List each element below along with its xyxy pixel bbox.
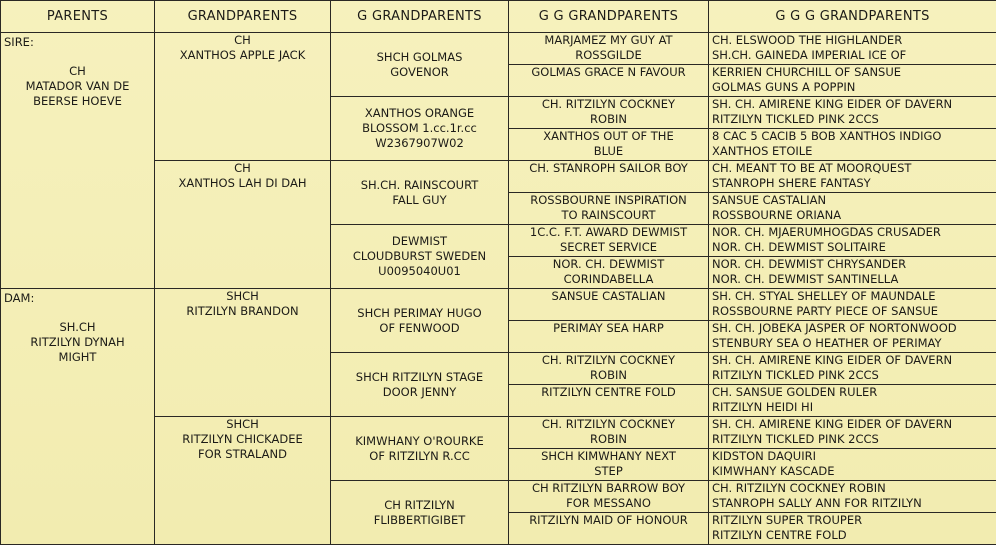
name-line: PERIMAY SEA HARP [553,321,664,335]
name-line: ROSSBOURNE PARTY PIECE OF SANSUE [712,304,939,318]
gg-grandparent-cell [509,385,709,417]
header-g-grandparents: G GRANDPARENTS [331,1,509,33]
name-line: SH.CH. RAINSCOURT [360,177,479,192]
name-line: GOLMAS GRACE N FAVOUR [531,65,686,79]
name-line: CH. STANROPH SAILOR BOY [529,161,688,175]
name-line: SH. CH. JOBEKA JASPER OF NORTONWOOD [712,321,957,335]
name-line: KIMWHANY KASCADE [712,464,835,478]
ggg-grandparent-cell [709,353,996,385]
great-grandparent-cell [331,353,509,417]
name-line: CH RITZILYN BARROW BOY [531,481,686,495]
name-line: SHCH [226,289,259,303]
name-line: RITZILYN CENTRE FOLD [712,528,847,542]
gg-grandparent-cell [509,129,709,161]
gg-grandparent-cell [509,449,709,481]
name-line: KERRIEN CHURCHILL OF SANSUE [712,65,902,79]
name-line: ROBIN [590,112,627,126]
name-line: ROSSBOURNE INSPIRATION [530,193,687,207]
grandparent-cell [155,417,331,545]
name-line: BLUE [593,144,624,158]
gg-grandparent-cell [509,225,709,257]
name-line: CH [69,64,86,78]
name-line: XANTHOS ORANGE [364,106,475,120]
ggg-grandparent-cell [709,385,996,417]
sire-label: SIRE: [4,35,34,49]
name-line: MARJAMEZ MY GUY AT [544,33,673,47]
name-line: FLIBBERTIGIBET [373,512,466,527]
name-line: 8 CAC 5 CACIB 5 BOB XANTHOS INDIGO [712,129,942,143]
name-line: NOR. CH. MJAERUMHOGDAS CRUSADER [712,225,941,239]
name-line: CH. ELSWOOD THE HIGHLANDER [712,33,903,47]
name-line: RITZILYN BRANDON [186,304,299,318]
pedigree-row [1,289,996,321]
name-line: RITZILYN SUPER TROUPER [712,513,863,527]
ggg-grandparent-cell [709,513,996,545]
name-line: RITZILYN HEIDI HI [712,400,814,414]
name-line: U0095040U01 [378,264,461,278]
name-line: RITZILYN MAID OF HONOUR [529,513,688,527]
name-line: RITZILYN TICKLED PINK 2CCS [712,368,879,382]
ggg-grandparent-cell [709,417,996,449]
name-line: RITZILYN DYNAH [30,335,125,349]
name-line: GOVENOR [390,64,449,79]
name-line: NOR. CH. DEWMIST SOLITAIRE [712,240,886,254]
gg-grandparent-cell [509,97,709,129]
gg-grandparent-cell [509,289,709,321]
name-line: SH. CH. STYAL SHELLEY OF MAUNDALE [712,289,936,303]
name-line: SH.CH [59,320,96,334]
name-line: SHCH KIMWHANY NEXT [541,449,676,463]
name-line: ROSSBOURNE ORIANA [712,208,842,222]
name-line: CH. RITZILYN COCKNEY [541,97,676,111]
name-line: SANSUE CASTALIAN [551,289,666,303]
name-line: RITZILYN CENTRE FOLD [541,385,676,399]
name-line: RITZILYN CHICKADEE [182,432,303,446]
name-line: SHCH RITZILYN STAGE [355,369,484,384]
name-line: XANTHOS LAH DI DAH [178,176,307,190]
name-line: FOR MESSANO [566,496,651,510]
gg-grandparent-cell [509,353,709,385]
gg-grandparent-cell [509,257,709,289]
ggg-grandparent-cell [709,449,996,481]
name-line: RITZILYN TICKLED PINK 2CCS [712,112,879,126]
header-row [1,1,996,33]
great-grandparent-cell [331,161,509,225]
great-grandparent-cell [331,225,509,289]
gg-grandparent-cell [509,321,709,353]
gg-grandparent-cell [509,513,709,545]
name-line: MATADOR VAN DE [25,79,130,93]
header-grandparents: GRANDPARENTS [155,1,331,33]
name-line: SECRET SERVICE [559,240,657,254]
name-line: ROSSGILDE [575,48,642,62]
ggg-grandparent-cell [709,193,996,225]
sire-name [4,64,151,109]
name-line: OF RITZILYN R.CC [369,448,470,463]
name-line: NOR. CH. DEWMIST [552,257,665,271]
header-gg-grandparents: G G GRANDPARENTS [509,1,709,33]
name-line: SHCH [226,417,259,431]
ggg-grandparent-cell [709,65,996,97]
gg-grandparent-cell [509,33,709,65]
name-line: STANROPH SALLY ANN FOR RITZILYN [712,496,922,510]
pedigree-body [1,33,996,545]
ggg-grandparent-cell [709,321,996,353]
name-line: SH.CH. GAINEDA IMPERIAL ICE OF [712,48,907,62]
dam-label: DAM: [4,291,35,305]
ggg-grandparent-cell [709,289,996,321]
ggg-grandparent-cell [709,97,996,129]
sire-cell [1,33,155,289]
grandparent-cell [155,161,331,289]
name-line: CH. MEANT TO BE AT MOORQUEST [712,161,912,175]
dam-cell [1,289,155,545]
gg-grandparent-cell [509,65,709,97]
gg-grandparent-cell [509,417,709,449]
gg-grandparent-cell [509,193,709,225]
pedigree-row [1,33,996,65]
great-grandparent-cell [331,97,509,161]
ggg-grandparent-cell [709,481,996,513]
name-line: CLOUDBURST SWEDEN [352,249,487,263]
name-line: ROBIN [590,432,627,446]
name-line: CORINDABELLA [563,272,654,286]
name-line: CH. SANSUE GOLDEN RULER [712,385,878,399]
name-line: TO RAINSCOURT [561,208,656,222]
grandparent-cell [155,33,331,161]
name-line: SH. CH. AMIRENE KING EIDER OF DAVERN [712,97,953,111]
name-line: DEWMIST [391,234,448,248]
grandparent-cell [155,289,331,417]
gg-grandparent-cell [509,481,709,513]
name-line: GOLMAS GUNS A POPPIN [712,80,856,94]
gg-grandparent-cell [509,161,709,193]
name-line: SANSUE CASTALIAN [712,193,827,207]
header-parents: PARENTS [1,1,155,33]
name-line: CH [234,33,251,47]
name-line: KIDSTON DAQUIRI [712,449,816,463]
great-grandparent-cell [331,417,509,481]
name-line: CH RITZILYN [384,497,455,512]
name-line: KIMWHANY O'ROURKE [355,433,484,448]
name-line: CH [234,161,251,175]
name-line: MIGHT [58,350,97,364]
name-line: SHCH GOLMAS [376,49,463,64]
name-line: NOR. CH. DEWMIST SANTINELLA [712,272,899,286]
ggg-grandparent-cell [709,129,996,161]
ggg-grandparent-cell [709,33,996,65]
name-line: OF FENWOOD [379,320,460,335]
name-line: CH. RITZILYN COCKNEY ROBIN [712,481,886,495]
header-ggg-grandparents: G G G GRANDPARENTS [709,1,996,33]
great-grandparent-cell [331,289,509,353]
name-line: STANROPH SHERE FANTASY [712,176,871,190]
name-line: BEERSE HOEVE [33,94,122,108]
name-line: STENBURY SEA O HEATHER OF PERIMAY [712,336,942,350]
name-line: DOOR JENNY [382,384,457,399]
ggg-grandparent-cell [709,225,996,257]
name-line: CH. RITZILYN COCKNEY [541,417,676,431]
name-line: W2367907W02 [375,136,464,150]
name-line: FALL GUY [392,192,447,207]
name-line: SHCH PERIMAY HUGO [357,305,482,320]
name-line: XANTHOS OUT OF THE [543,129,674,143]
great-grandparent-cell [331,481,509,545]
name-line: SH. CH. AMIRENE KING EIDER OF DAVERN [712,417,953,431]
name-line: ROBIN [590,368,627,382]
ggg-grandparent-cell [709,161,996,193]
name-line: NOR. CH. DEWMIST CHRYSANDER [712,257,907,271]
name-line: CH. RITZILYN COCKNEY [541,353,676,367]
name-line: SH. CH. AMIRENE KING EIDER OF DAVERN [712,353,953,367]
name-line: FOR STRALAND [197,447,288,461]
name-line: STEP [594,464,623,478]
name-line: BLOSSOM 1.cc.1r.cc [362,121,477,135]
dam-name [4,320,151,365]
great-grandparent-cell [331,33,509,97]
name-line: XANTHOS ETOILE [712,144,813,158]
ggg-grandparent-cell [709,257,996,289]
name-line: XANTHOS APPLE JACK [179,48,306,62]
name-line: 1C.C. F.T. AWARD DEWMIST [529,225,688,239]
name-line: RITZILYN TICKLED PINK 2CCS [712,432,879,446]
